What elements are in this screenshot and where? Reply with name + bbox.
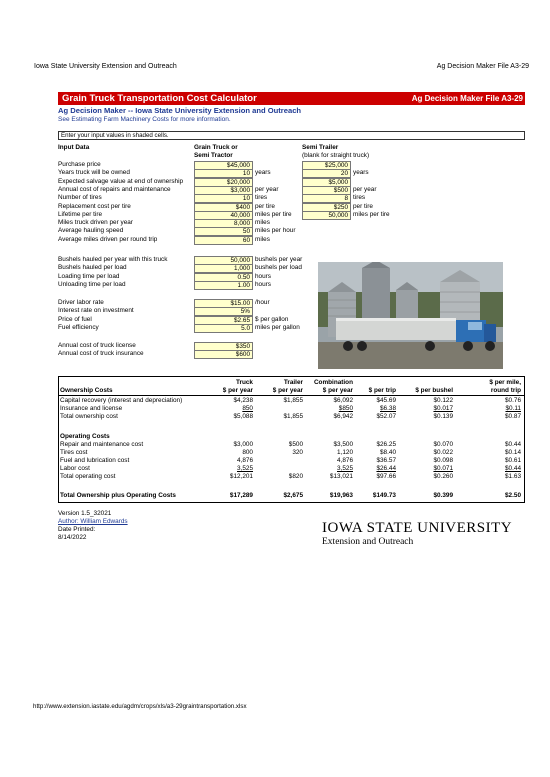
cost-value: $13,021 — [329, 473, 353, 480]
haul-input[interactable]: 1.00 — [194, 281, 253, 290]
cost-header-divider — [58, 395, 525, 396]
cost-col-subhead: $ per year — [272, 387, 303, 394]
cost-value: $52.07 — [376, 413, 396, 420]
file-url: http://www.extension.iastate.edu/agdm/crops/xls/a3-29graintransportation.xlsx — [33, 703, 247, 710]
trailer-input[interactable]: 50,000 — [302, 211, 351, 220]
col-truck-heading-1: Grain Truck or — [194, 144, 238, 151]
page-header-left: Iowa State University Extension and Outreach — [34, 63, 177, 70]
total-value: $149.73 — [372, 492, 396, 499]
col-trailer-heading-1: Semi Trailer — [302, 144, 339, 151]
input-label: Number of tires — [58, 194, 102, 202]
input-label: Years truck will be owned — [58, 169, 130, 177]
cost-value: $26.44 — [376, 465, 396, 472]
input-label: Loading time per load — [58, 272, 120, 280]
col-truck-heading-2: Semi Tractor — [194, 152, 233, 159]
cost-value: $36.57 — [376, 457, 396, 464]
input-label: Replacement cost per tire — [58, 202, 131, 210]
cost-value: $850 — [338, 405, 353, 412]
cost-value: $5,088 — [233, 413, 253, 420]
input-label: Price of fuel — [58, 315, 92, 323]
cost-value: $26.25 — [376, 441, 396, 448]
cost-row-label: Tires cost — [60, 449, 88, 456]
title-banner — [58, 92, 525, 105]
cost-value: 4,876 — [337, 457, 353, 464]
trailer-input[interactable]: $5,000 — [302, 178, 351, 187]
cost-col-subhead: $ per bushel — [415, 387, 453, 394]
total-value: $2.50 — [505, 492, 521, 499]
total-label: Total Ownership plus Operating Costs — [60, 492, 176, 499]
cost-value: 1,120 — [337, 449, 353, 456]
truck-input[interactable]: 10 — [194, 194, 253, 203]
cost-value: $0.017 — [433, 405, 453, 412]
cost-row-label: Fuel and lubrication cost — [60, 457, 130, 464]
total-value: $17,289 — [229, 492, 253, 499]
truck-unit: per tire — [255, 202, 275, 210]
rate-input[interactable]: 5% — [194, 307, 253, 316]
cost-value: $3,500 — [333, 441, 353, 448]
cost-value: $0.11 — [505, 405, 521, 412]
input-label: Annual cost of repairs and maintenance — [58, 185, 171, 193]
rate-unit: /hour — [255, 299, 270, 306]
cost-row-label: Insurance and license — [60, 405, 123, 412]
input-label: Bushels hauled per year with this truck — [58, 256, 168, 263]
cost-value: 320 — [292, 449, 303, 456]
input-label: Expected salvage value at end of ownership — [58, 177, 184, 185]
cost-value: $6,942 — [333, 413, 353, 420]
rate-unit: miles per gallon — [255, 323, 300, 331]
input-label: Purchase price — [58, 161, 101, 168]
cost-value: $0.122 — [433, 397, 453, 404]
author-link[interactable]: Author: William Edwards — [58, 518, 128, 525]
cost-value: $6.38 — [380, 405, 396, 412]
cost-value: $3,000 — [233, 441, 253, 448]
truck-input[interactable]: 40,000 — [194, 211, 253, 220]
cost-value: $12,201 — [229, 473, 253, 480]
cost-value: $0.071 — [433, 465, 453, 472]
fee-input[interactable]: $600 — [194, 350, 253, 359]
cost-col-head: Combination — [313, 379, 353, 386]
truck-input[interactable]: 10 — [194, 169, 253, 178]
cost-col-subhead: round trip — [490, 387, 521, 394]
cost-row-label: Total ownership cost — [60, 413, 118, 420]
cost-value: $97.66 — [376, 473, 396, 480]
trailer-unit: per tire — [353, 202, 373, 210]
cost-row-label: Total operating cost — [60, 473, 116, 480]
cost-col-head: $ per mile, — [489, 379, 521, 386]
cost-row-label: Capital recovery (interest and depreciation) — [60, 397, 183, 404]
trailer-unit: per year — [353, 185, 377, 193]
input-label: Unloading time per load — [58, 280, 126, 288]
rate-input[interactable]: $2.65 — [194, 316, 253, 325]
cost-value: 3,525 — [237, 465, 253, 472]
trailer-unit: years — [353, 169, 369, 177]
cost-value: $1.63 — [505, 473, 521, 480]
cost-value: $8.40 — [380, 449, 396, 456]
haul-input[interactable]: 1,000 — [194, 264, 253, 273]
cost-value: $0.260 — [433, 473, 453, 480]
input-label: Driver labor rate — [58, 299, 104, 306]
subtitle: Ag Decision Maker -- Iowa State University Extension and Outreach — [58, 106, 302, 115]
page-header-right: Ag Decision Maker File A3-29 — [436, 63, 529, 70]
cost-col-subhead: $ per year — [222, 387, 253, 394]
cost-value: 800 — [242, 449, 253, 456]
cost-value: $0.76 — [505, 397, 521, 404]
cost-col-head: Truck — [235, 379, 253, 386]
cost-value: $0.070 — [433, 441, 453, 448]
input-label: Annual cost of truck insurance — [58, 350, 144, 358]
date-label: Date Printed: — [58, 526, 96, 533]
rate-input[interactable]: 5.0 — [194, 324, 253, 333]
haul-input[interactable]: 50,000 — [194, 256, 253, 265]
trailer-input[interactable]: $500 — [302, 186, 351, 195]
haul-input[interactable]: 0.50 — [194, 273, 253, 282]
cost-value: 3,525 — [337, 465, 353, 472]
grain-bins-truck-image — [318, 262, 503, 369]
cost-value: 4,876 — [237, 457, 253, 464]
trailer-unit: tires — [353, 194, 366, 202]
total-value: $2,675 — [283, 492, 303, 499]
truck-unit: miles — [255, 235, 270, 243]
trailer-input[interactable]: 20 — [302, 169, 351, 178]
haul-unit: bushels per load — [255, 264, 302, 272]
cost-value: 850 — [242, 405, 253, 412]
truck-photo — [318, 262, 503, 369]
truck-unit: miles per tire — [255, 210, 292, 218]
operating-heading: Operating Costs — [60, 433, 110, 440]
cost-value: $0.44 — [505, 441, 521, 448]
rate-input[interactable]: $15.00 — [194, 299, 253, 308]
cost-value: $820 — [288, 473, 303, 480]
cost-value: $0.61 — [505, 457, 521, 464]
cost-col-subhead: $ per year — [322, 387, 353, 394]
input-heading: Input Data — [58, 144, 90, 151]
ownership-heading: Ownership Costs — [60, 387, 113, 394]
cost-value: $0.14 — [505, 449, 521, 456]
input-label: Annual cost of truck license — [58, 342, 136, 349]
rate-unit: $ per gallon — [255, 315, 289, 323]
input-label: Miles truck driven per year — [58, 219, 133, 227]
trailer-unit: miles per tire — [353, 210, 390, 218]
haul-unit: hours — [255, 272, 271, 280]
cost-value: $500 — [288, 441, 303, 448]
cost-value: $4,238 — [233, 397, 253, 404]
cost-value: $0.098 — [433, 457, 453, 464]
cost-value: $0.44 — [505, 465, 521, 472]
cost-row-label: Labor cost — [60, 465, 90, 472]
cost-value: $45.69 — [376, 397, 396, 404]
version: Version 1.5_32021 — [58, 510, 112, 517]
cost-value: $1,855 — [283, 413, 303, 420]
input-label: Lifetime per tire — [58, 210, 103, 218]
cost-value: $1,855 — [283, 397, 303, 404]
total-value: $19,963 — [329, 492, 353, 499]
input-label: Interest rate on investment — [58, 307, 134, 315]
cost-col-head: Trailer — [283, 379, 303, 386]
date-printed: 8/14/2022 — [58, 534, 87, 541]
isu-logo: IOWA STATE UNIVERSITY — [322, 520, 513, 536]
instruction-box: Enter your input values in shaded cells. — [58, 131, 525, 140]
trailer-input[interactable]: $25,000 — [302, 161, 351, 170]
input-label: Bushels hauled per load — [58, 264, 127, 272]
info-link[interactable]: See Estimating Farm Machinery Costs for more information. — [58, 116, 231, 123]
truck-unit: miles — [255, 219, 270, 227]
cost-value: $0.87 — [505, 413, 521, 420]
fee-input[interactable]: $350 — [194, 342, 253, 351]
truck-unit: per year — [255, 185, 279, 193]
truck-input[interactable]: $400 — [194, 203, 253, 212]
truck-input[interactable]: $20,000 — [194, 178, 253, 187]
haul-unit: hours — [255, 280, 271, 288]
input-label: Average hauling speed — [58, 227, 124, 235]
total-value: $0.399 — [433, 492, 453, 499]
truck-unit: years — [255, 169, 271, 177]
file-id: Ag Decision Maker File A3-29 — [411, 94, 523, 103]
truck-input[interactable]: 50 — [194, 227, 253, 236]
cost-row-label: Repair and maintenance cost — [60, 441, 144, 448]
truck-input[interactable]: 60 — [194, 236, 253, 245]
page-title: Grain Truck Transportation Cost Calculator — [62, 93, 257, 104]
cost-value: $6,092 — [333, 397, 353, 404]
truck-input[interactable]: $45,000 — [194, 161, 253, 170]
truck-input[interactable]: $3,000 — [194, 186, 253, 195]
truck-input[interactable]: 8,000 — [194, 219, 253, 228]
cost-value: $0.022 — [433, 449, 453, 456]
isu-logo-subtitle: Extension and Outreach — [322, 537, 414, 547]
cost-col-subhead: $ per trip — [368, 387, 396, 394]
haul-unit: bushels per year — [255, 256, 303, 263]
col-trailer-heading-2: (blank for straight truck) — [302, 152, 370, 159]
trailer-input[interactable]: $250 — [302, 203, 351, 212]
truck-unit: tires — [255, 194, 268, 202]
cost-value: $0.139 — [433, 413, 453, 420]
trailer-input[interactable]: 8 — [302, 194, 351, 203]
truck-unit: miles per hour — [255, 227, 296, 235]
input-label: Fuel efficiency — [58, 323, 99, 331]
input-label: Average miles driven per round trip — [58, 235, 158, 243]
